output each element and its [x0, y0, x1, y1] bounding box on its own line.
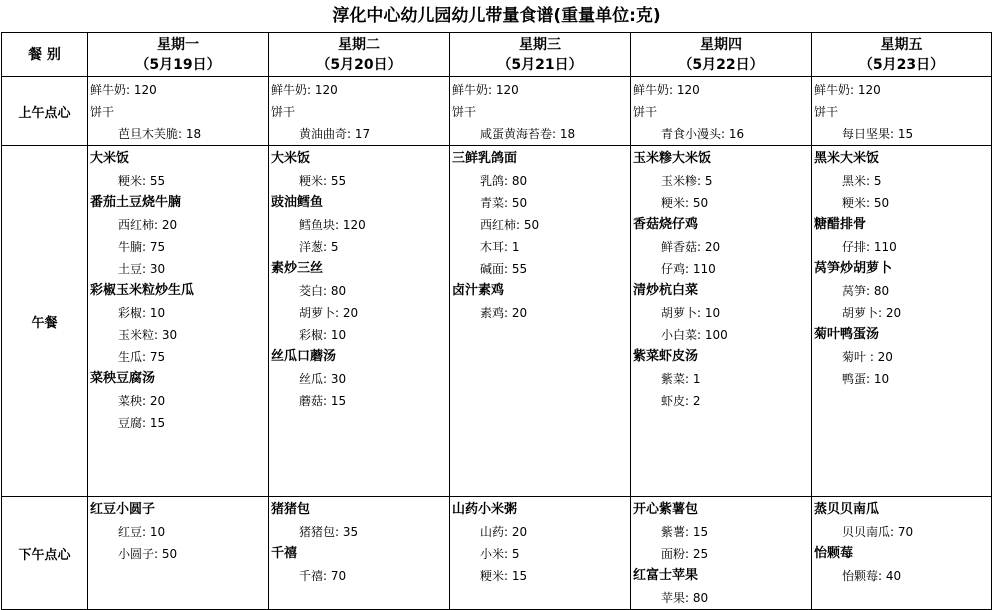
- ingredient-line: 粳米: 50: [661, 196, 709, 210]
- dish-name: 丝瓜口蘑汤: [271, 349, 337, 364]
- milk-line: 鲜牛奶: 120: [90, 83, 157, 97]
- ingredient-line: 胡萝卜: 20: [842, 306, 902, 320]
- dish-name: 素炒三丝: [271, 261, 324, 276]
- ingredient-line: 鸭蛋: 10: [842, 372, 890, 386]
- ingredient-line: 土豆: 30: [118, 262, 166, 276]
- morning-row: [2, 77, 992, 146]
- day-header: 星期五 （5月23日）: [812, 33, 992, 77]
- dish-name: 黑米大米饭: [814, 151, 880, 166]
- biscuit-line: 饼干: [452, 105, 477, 119]
- ingredient-line: 粳米: 55: [118, 174, 166, 188]
- ingredient-line: 怡颗莓: 40: [842, 569, 902, 583]
- ingredient-line: 洋葱: 5: [299, 240, 339, 254]
- biscuit-line: 饼干: [271, 105, 296, 119]
- snack-item: 青食小漫头: 16: [661, 127, 745, 141]
- lunch-cell: [269, 146, 450, 497]
- lunch-row: [2, 146, 992, 497]
- ingredient-line: 西红柿: 20: [118, 218, 178, 232]
- afternoon-cell: [450, 497, 631, 610]
- lunch-cell: [812, 146, 992, 497]
- page-title: 淳化中心幼儿园幼儿带量食谱(重量单位:克): [332, 6, 661, 26]
- ingredient-line: 小米: 5: [480, 547, 520, 561]
- ingredient-line: 菜秧: 20: [118, 394, 166, 408]
- afternoon-cell: [812, 497, 992, 610]
- ingredient-line: 鲜香菇: 20: [661, 240, 721, 254]
- afternoon-cell: [269, 497, 450, 610]
- dish-name: 怡颗莓: [814, 546, 854, 561]
- morning-cell: [631, 77, 812, 146]
- dish-name: 豉油鳕鱼: [271, 195, 324, 210]
- morning-cell: [88, 77, 269, 146]
- milk-line: 鲜牛奶: 120: [271, 83, 338, 97]
- ingredient-line: 千禧: 70: [299, 569, 347, 583]
- ingredient-line: 粳米: 15: [480, 569, 528, 583]
- afternoon-row: [2, 497, 992, 610]
- dish-name: 糖醋排骨: [814, 217, 867, 232]
- dish-name: 猪猪包: [271, 502, 311, 517]
- lunch-cell: [88, 146, 269, 497]
- dish-name: 大米饭: [90, 151, 130, 166]
- day-header: 星期一 （5月19日）: [88, 33, 269, 77]
- biscuit-line: 饼干: [90, 105, 115, 119]
- ingredient-line: 小白菜: 100: [661, 328, 728, 342]
- milk-line: 鲜牛奶: 120: [452, 83, 519, 97]
- biscuit-line: 饼干: [633, 105, 658, 119]
- dish-name: 开心紫薯包: [633, 502, 699, 517]
- ingredient-line: 蘑菇: 15: [299, 394, 347, 408]
- ingredient-line: 素鸡: 20: [480, 306, 528, 320]
- ingredient-line: 彩椒: 10: [118, 306, 166, 320]
- lunch-cell: [450, 146, 631, 497]
- ingredient-line: 彩椒: 10: [299, 328, 347, 342]
- milk-line: 鲜牛奶: 120: [633, 83, 700, 97]
- ingredient-line: 菊叶 : 20: [842, 350, 893, 364]
- ingredient-line: 紫薯: 15: [661, 525, 709, 539]
- ingredient-line: 粳米: 55: [299, 174, 347, 188]
- ingredient-line: 碱面: 55: [480, 262, 528, 276]
- dish-name: 卤汁素鸡: [452, 283, 505, 298]
- row-label-afternoon: 下午点心: [2, 497, 88, 610]
- snack-item: 芭旦木芙脆: 18: [118, 127, 202, 141]
- dish-name: 紫菜虾皮汤: [633, 349, 699, 364]
- dish-name: 清炒杭白菜: [633, 283, 699, 298]
- ingredient-line: 猪猪包: 35: [299, 525, 359, 539]
- dish-name: 蒸贝贝南瓜: [814, 502, 880, 517]
- ingredient-line: 鳕鱼块: 120: [299, 218, 366, 232]
- ingredient-line: 粳米: 50: [842, 196, 890, 210]
- snack-item: 咸蛋黄海苔卷: 18: [480, 127, 576, 141]
- dish-name: 彩椒玉米粒炒生瓜: [90, 283, 195, 298]
- row-label-lunch: 午餐: [2, 146, 88, 497]
- ingredient-line: 玉米粒: 30: [118, 328, 178, 342]
- ingredient-line: 生瓜: 75: [118, 350, 166, 364]
- dish-name: 红豆小圆子: [90, 502, 156, 517]
- ingredient-line: 青菜: 50: [480, 196, 528, 210]
- dish-name: 菜秧豆腐汤: [90, 371, 156, 386]
- snack-item: 每日坚果: 15: [842, 127, 914, 141]
- biscuit-line: 饼干: [814, 105, 839, 119]
- ingredient-line: 木耳: 1: [480, 240, 520, 254]
- header-row: [2, 33, 992, 77]
- ingredient-line: 苹果: 80: [661, 591, 709, 605]
- ingredient-line: 牛腩: 75: [118, 240, 166, 254]
- dish-name: 莴笋炒胡萝卜: [814, 261, 893, 276]
- ingredient-line: 红豆: 10: [118, 525, 166, 539]
- ingredient-line: 玉米糁: 5: [661, 174, 713, 188]
- day-header: 星期三 （5月21日）: [450, 33, 631, 77]
- morning-cell: [812, 77, 992, 146]
- ingredient-line: 黑米: 5: [842, 174, 882, 188]
- ingredient-line: 山药: 20: [480, 525, 528, 539]
- dish-name: 玉米糁大米饭: [633, 151, 712, 166]
- ingredient-line: 豆腐: 15: [118, 416, 166, 430]
- ingredient-line: 丝瓜: 30: [299, 372, 347, 386]
- dish-name: 菊叶鸭蛋汤: [814, 327, 880, 342]
- ingredient-line: 胡萝卜: 10: [661, 306, 721, 320]
- ingredient-line: 贝贝南瓜: 70: [842, 525, 914, 539]
- milk-line: 鲜牛奶: 120: [814, 83, 881, 97]
- ingredient-line: 茭白: 80: [299, 284, 347, 298]
- day-header: 星期二 （5月20日）: [269, 33, 450, 77]
- ingredient-line: 虾皮: 2: [661, 394, 701, 408]
- ingredient-line: 紫菜: 1: [661, 372, 701, 386]
- ingredient-line: 面粉: 25: [661, 547, 709, 561]
- morning-cell: [269, 77, 450, 146]
- dish-name: 三鲜乳鸽面: [452, 151, 518, 166]
- dish-name: 香菇烧仔鸡: [633, 217, 699, 232]
- row-label-morning: 上午点心: [2, 77, 88, 146]
- ingredient-line: 乳鸽: 80: [480, 174, 528, 188]
- meal-label: 餐 别: [2, 33, 88, 77]
- dish-name: 红富士苹果: [633, 568, 699, 583]
- ingredient-line: 小圆子: 50: [118, 547, 178, 561]
- ingredient-line: 西红柿: 50: [480, 218, 540, 232]
- afternoon-cell: [88, 497, 269, 610]
- dish-name: 山药小米粥: [452, 502, 518, 517]
- morning-cell: [450, 77, 631, 146]
- dish-name: 大米饭: [271, 151, 311, 166]
- menu-table: [1, 32, 992, 610]
- lunch-cell: [631, 146, 812, 497]
- dish-name: 番茄土豆烧牛腩: [90, 195, 182, 210]
- day-header: 星期四 （5月22日）: [631, 33, 812, 77]
- snack-item: 黄油曲奇: 17: [299, 127, 371, 141]
- ingredient-line: 胡萝卜: 20: [299, 306, 359, 320]
- ingredient-line: 仔鸡: 110: [661, 262, 716, 276]
- ingredient-line: 仔排: 110: [842, 240, 897, 254]
- afternoon-cell: [631, 497, 812, 610]
- dish-name: 千禧: [271, 546, 298, 561]
- ingredient-line: 莴笋: 80: [842, 284, 890, 298]
